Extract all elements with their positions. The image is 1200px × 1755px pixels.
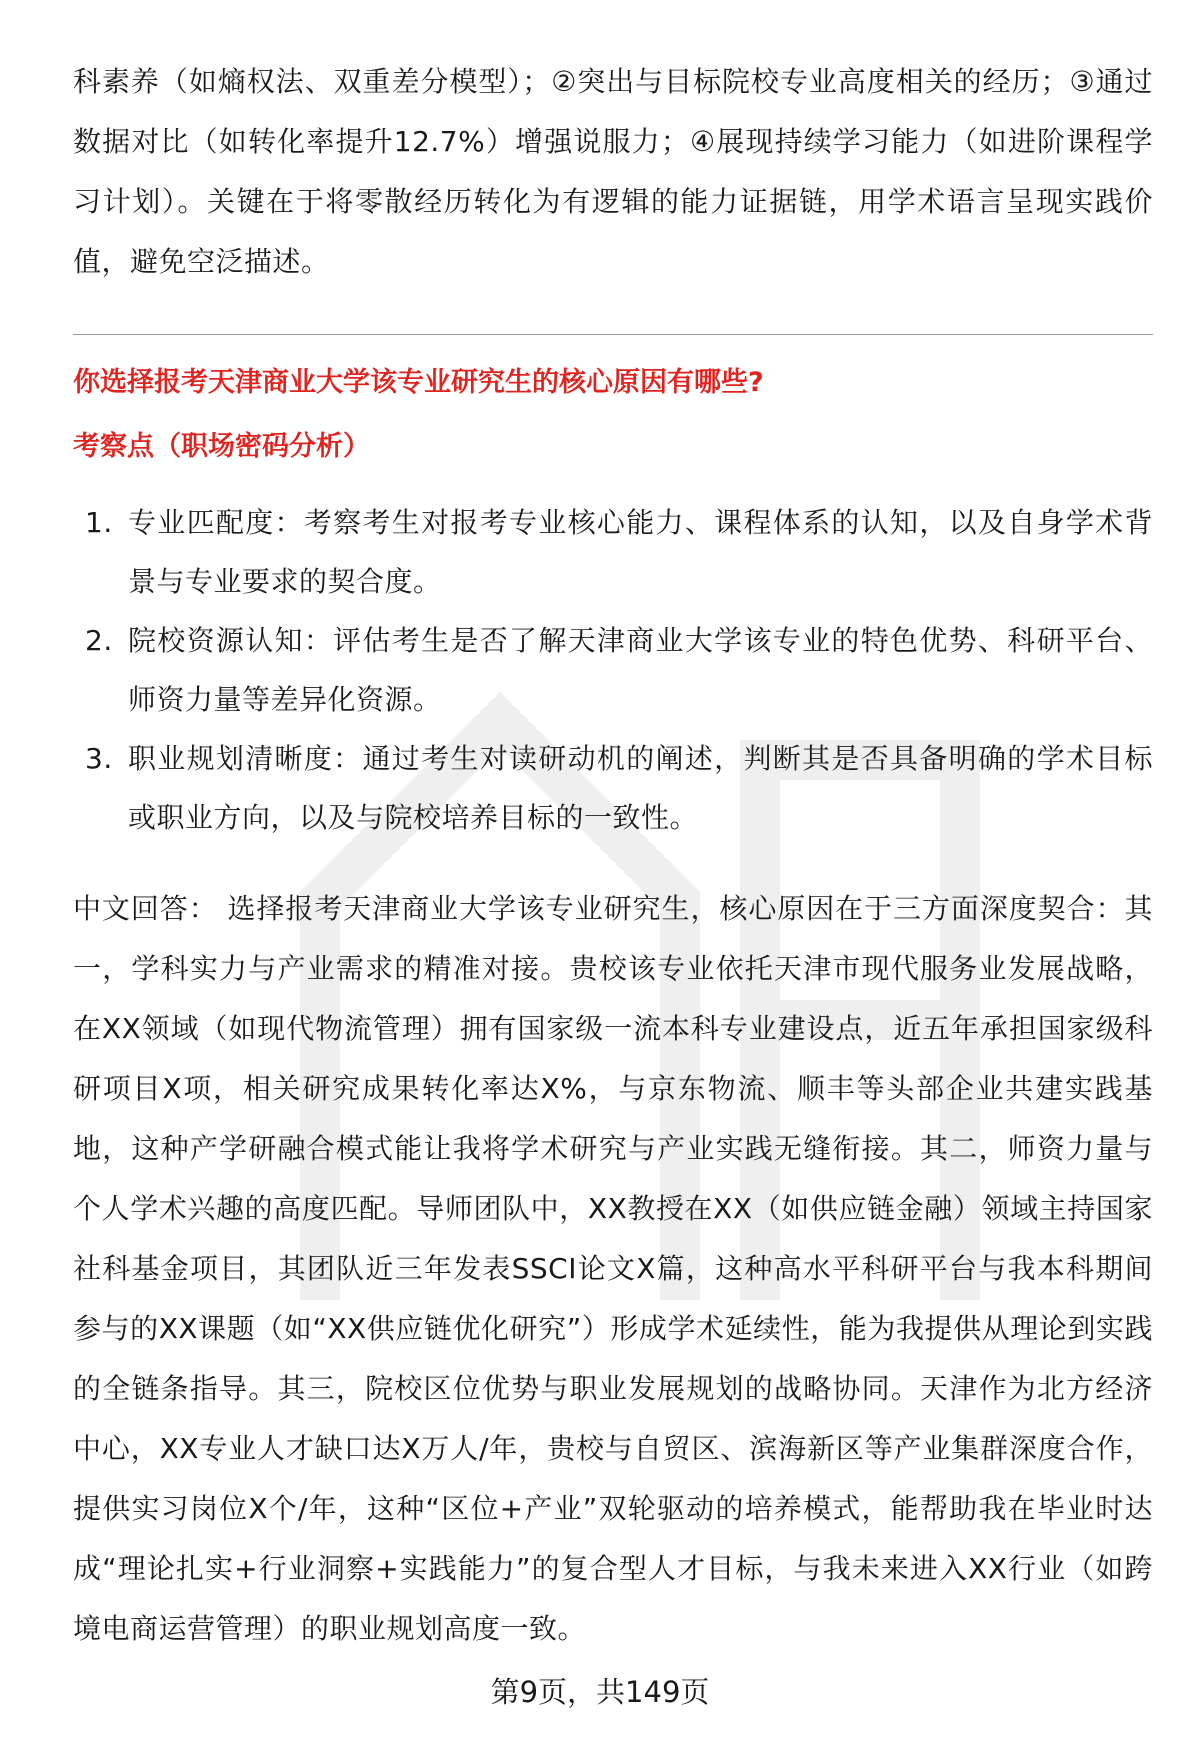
list-item-text: 院校资源认知：评估考生是否了解天津商业大学该专业的特色优势、科研平台、师资力量等差异化资源。 <box>128 624 1153 716</box>
section-divider <box>73 334 1153 335</box>
list-item-text: 职业规划清晰度：通过考生对读研动机的阐述，判断其是否具备明确的学术目标或职业方向，以及与院校培养目标的一致性。 <box>128 742 1153 834</box>
question-heading: 你选择报考天津商业大学该专业研究生的核心原因有哪些? <box>73 367 764 398</box>
list-item-text: 专业匹配度：考察考生对报考专业核心能力、课程体系的认知，以及自身学术背景与专业要求的契合度。 <box>128 506 1153 598</box>
answer-paragraph: 中文回答： 选择报考天津商业大学该专业研究生，核心原因在于三方面深度契合：其一，学科实力与产业需求的精准对接。贵校该专业依托天津市现代服务业发展战略，在XX领域（如现代物流管理）拥有国家级一流本科专业建设点，近五年承担国家级科研项目X项，相关研究成果转化率达X%，与京东物流、顺丰等头部企业共建实践基地，这种产学研融合模式能让我将学术研究与产业实践无缝衔接。其二，师资力量与个人学术兴趣的高度匹配。导师团队中，XX教授在XX（如供应链金融）领域主持国家社科基金项目，其团队近三年发表SSCI论文X篇，这种高水平科研平台与我本科期间参与的XX课题（如“XX供应链优化研究”）形成学术延续性，能为我提供从理论到实践的全链条指导。其三，院校区位优势与职业发展规划的战略协同。天津作为北方经济中心，XX专业人才缺口达X万人/年，贵校与自贸区、滨海新区等产业集群深度合作，提供实习岗位X个/年，这种“区位+产业”双轮驱动的培养模式，能帮助我在毕业时达成“理论扎实+行业洞察+实践能力”的复合型人才目标，与我未来进入XX行业（如跨境电商运营管理）的职业规划高度一致。 <box>73 892 1153 1645</box>
list-item <box>73 729 1153 847</box>
page-number-footer: 第9页，共149页 <box>490 1675 710 1709</box>
list-item <box>73 611 1153 729</box>
list-item-number: 2. <box>85 624 113 657</box>
list-item <box>73 493 1153 611</box>
list-item-number: 3. <box>85 742 113 775</box>
intro-paragraph: 科素养（如熵权法、双重差分模型）；②突出与目标院校专业高度相关的经历；③通过数据对比（如转化率提升12.7%）增强说服力；④展现持续学习能力（如进阶课程学习计划）。关键在于将零散经历转化为有逻辑的能力证据链，用学术语言呈现实践价值，避免空泛描述。 <box>73 65 1153 278</box>
list-item-number: 1. <box>85 506 113 539</box>
assessment-points-list <box>73 493 1153 847</box>
assessment-points-heading: 考察点（职场密码分析） <box>73 431 370 462</box>
document-page <box>73 0 1153 1659</box>
